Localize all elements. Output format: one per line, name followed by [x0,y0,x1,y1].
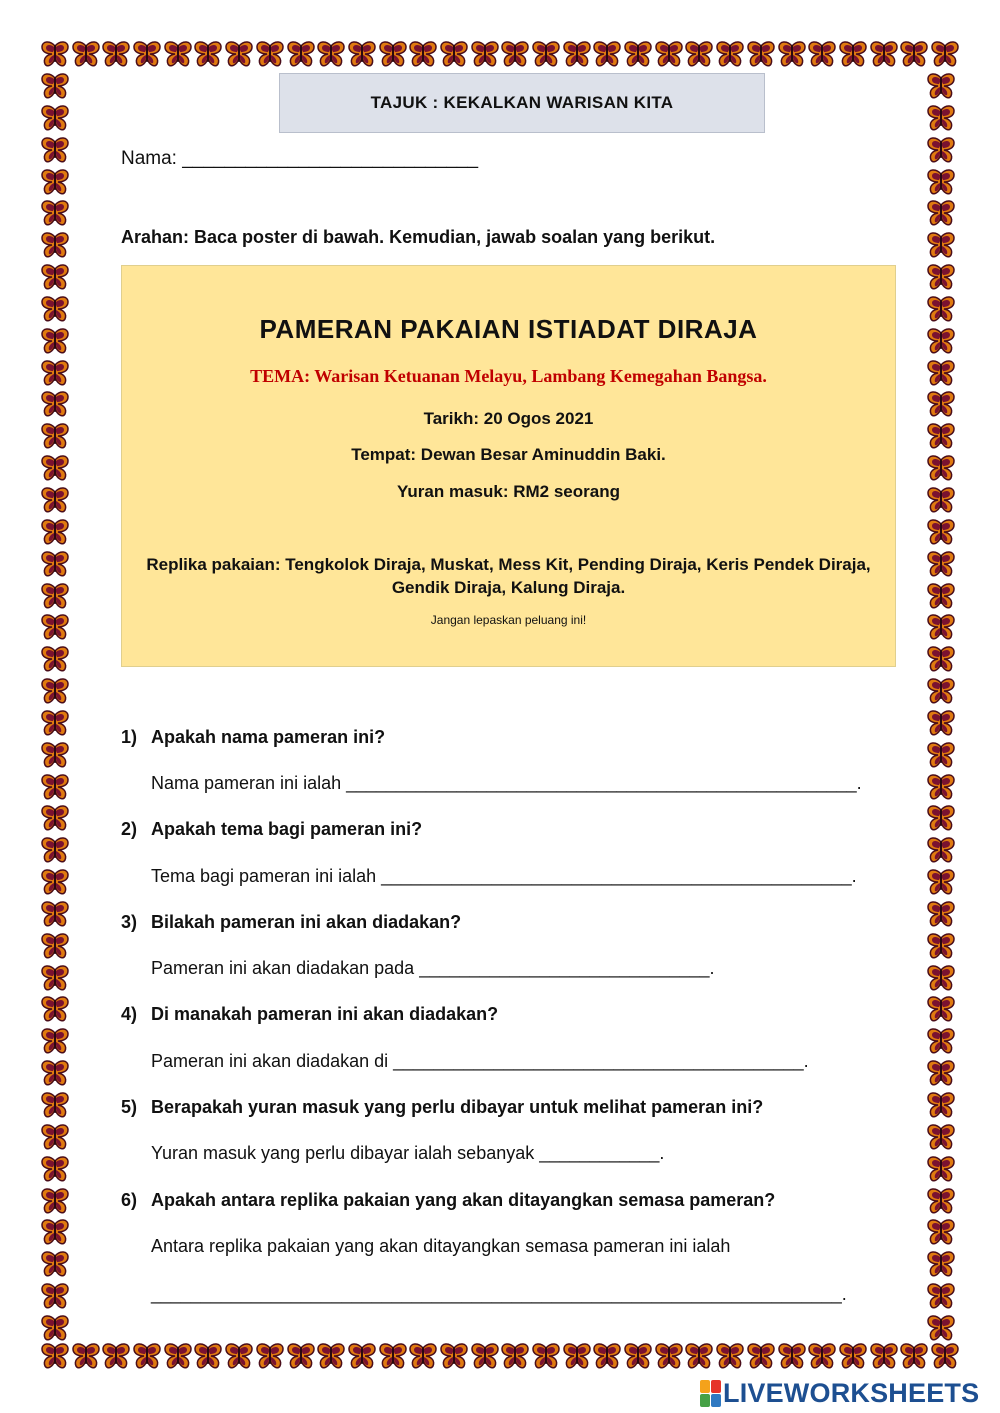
butterfly-icon [71,40,101,72]
butterfly-icon [255,40,285,72]
butterfly-icon [40,359,74,387]
butterfly-icon [715,1342,745,1374]
butterfly-icon [899,40,929,72]
butterfly-icon [926,645,960,673]
butterfly-icon [926,613,960,641]
answer-4[interactable]: Pameran ini akan diadakan di _________________________________________. [151,1051,809,1071]
butterfly-icon [869,1342,899,1374]
exhibition-poster [121,265,896,667]
butterfly-icon [926,550,960,578]
question-number: 6) [121,1190,138,1210]
butterfly-icon [40,1027,74,1055]
butterfly-icon [926,804,960,832]
butterfly-icon [926,1091,960,1119]
butterfly-icon [40,1218,74,1246]
worksheet-title-box [279,73,765,133]
logo-text: LIVEWORKSHEETS [723,1377,980,1408]
butterfly-icon [40,1155,74,1183]
butterfly-icon [926,454,960,482]
butterfly-icon [930,1342,960,1374]
butterfly-icon [40,168,74,196]
butterfly-icon [684,40,714,72]
butterfly-icon [470,1342,500,1374]
butterfly-icon [562,40,592,72]
butterfly-icon [132,1342,162,1374]
butterfly-icon [926,964,960,992]
butterfly-icon [926,422,960,450]
question-4 [121,1004,498,1025]
butterfly-icon [163,40,193,72]
butterfly-icon [40,741,74,769]
butterfly-icon [40,40,70,72]
answer-1[interactable]: Nama pameran ini ialah ___________________________________________________. [151,773,862,793]
butterfly-icon [684,1342,714,1374]
butterfly-icon [926,932,960,960]
butterfly-icon [40,1282,74,1310]
question-6 [121,1190,775,1211]
butterfly-icon [926,136,960,164]
butterfly-icon [40,868,74,896]
butterfly-icon [40,231,74,259]
poster-date: Tarikh: 20 Ogos 2021 [423,409,594,428]
butterfly-icon [40,1187,74,1215]
butterfly-icon [926,199,960,227]
butterfly-icon [316,40,346,72]
butterfly-icon [193,1342,223,1374]
butterfly-icon [40,773,74,801]
butterfly-icon [40,263,74,291]
butterfly-icon [40,327,74,355]
butterfly-icon [531,1342,561,1374]
butterfly-icon [926,327,960,355]
butterfly-icon [777,1342,807,1374]
butterfly-icon [40,900,74,928]
butterfly-icon [286,1342,316,1374]
butterfly-icon [316,1342,346,1374]
question-number: 4) [121,1004,138,1024]
question-number: 5) [121,1097,138,1117]
butterfly-icon [71,1342,101,1374]
butterfly-icon [347,1342,377,1374]
logo-mark-icon [700,1380,720,1406]
butterfly-icon [224,40,254,72]
butterfly-icon [439,1342,469,1374]
butterfly-icon [926,836,960,864]
butterfly-icon [378,40,408,72]
butterfly-icon [408,1342,438,1374]
butterfly-icon [592,1342,622,1374]
question-text: Apakah tema bagi pameran ini? [151,819,423,839]
question-1 [121,727,385,748]
butterfly-icon [40,72,74,100]
butterfly-icon [408,40,438,72]
butterfly-icon [926,677,960,705]
butterfly-icon [40,1250,74,1278]
butterfly-border-top [40,40,960,72]
butterfly-icon [40,645,74,673]
butterfly-icon [101,1342,131,1374]
question-text: Bilakah pameran ini akan diadakan? [151,912,462,932]
answer-5[interactable]: Yuran masuk yang perlu dibayar ialah sebanyak ____________. [151,1143,665,1163]
butterfly-icon [500,1342,530,1374]
answer-2[interactable]: Tema bagi pameran ini ialah _______________________________________________. [151,866,857,886]
butterfly-icon [40,995,74,1023]
butterfly-icon [40,199,74,227]
butterfly-icon [926,900,960,928]
question-text: Berapakah yuran masuk yang perlu dibayar untuk melihat pameran ini? [151,1097,764,1117]
butterfly-icon [224,1342,254,1374]
butterfly-icon [40,709,74,737]
butterfly-icon [899,1342,929,1374]
question-2 [121,819,422,840]
butterfly-icon [562,1342,592,1374]
butterfly-icon [40,677,74,705]
butterfly-icon [926,72,960,100]
butterfly-border-right [926,72,960,1342]
butterfly-icon [926,1282,960,1310]
butterfly-icon [531,40,561,72]
butterfly-icon [838,40,868,72]
butterfly-icon [40,295,74,323]
butterfly-border-left [40,72,74,1342]
question-3 [121,912,461,933]
butterfly-icon [500,40,530,72]
butterfly-icon [926,1314,960,1342]
butterfly-icon [193,40,223,72]
butterfly-border-bottom [40,1342,960,1374]
poster-tagline: Jangan lepaskan peluang ini! [430,613,587,627]
butterfly-icon [869,40,899,72]
butterfly-icon [926,231,960,259]
butterfly-icon [654,1342,684,1374]
butterfly-icon [101,40,131,72]
butterfly-icon [40,1342,70,1374]
butterfly-icon [926,518,960,546]
butterfly-icon [926,773,960,801]
butterfly-icon [746,1342,776,1374]
butterfly-icon [255,1342,285,1374]
butterfly-icon [926,1123,960,1151]
butterfly-icon [286,40,316,72]
butterfly-icon [40,390,74,418]
butterfly-icon [926,1059,960,1087]
butterfly-icon [926,1250,960,1278]
poster-title: PAMERAN PAKAIAN ISTIADAT DIRAJA [259,314,758,344]
butterfly-icon [926,1187,960,1215]
poster-theme: TEMA: Warisan Ketuanan Melayu, Lambang Kemegahan Bangsa. [250,366,767,386]
poster-fee: Yuran masuk: RM2 seorang [397,482,620,501]
butterfly-icon [132,40,162,72]
butterfly-icon [40,550,74,578]
butterfly-icon [926,486,960,514]
butterfly-icon [470,40,500,72]
butterfly-icon [40,454,74,482]
butterfly-icon [654,40,684,72]
butterfly-icon [378,1342,408,1374]
answer-3[interactable]: Pameran ini akan diadakan pada _____________________________. [151,958,715,978]
butterfly-icon [40,582,74,610]
butterfly-icon [838,1342,868,1374]
instructions: Arahan: Baca poster di bawah. Kemudian, jawab soalan yang berikut. [121,227,716,247]
butterfly-icon [926,104,960,132]
poster-venue: Tempat: Dewan Besar Aminuddin Baki. [351,445,666,464]
butterfly-icon [439,40,469,72]
butterfly-icon [777,40,807,72]
butterfly-icon [926,1218,960,1246]
butterfly-icon [926,263,960,291]
butterfly-icon [40,1123,74,1151]
butterfly-icon [623,1342,653,1374]
butterfly-icon [40,518,74,546]
butterfly-icon [926,1027,960,1055]
butterfly-icon [926,1155,960,1183]
name-field-line[interactable]: Nama: ____________________________ [121,148,479,169]
butterfly-icon [926,741,960,769]
butterfly-icon [40,964,74,992]
butterfly-icon [40,932,74,960]
butterfly-icon [746,40,776,72]
butterfly-icon [926,995,960,1023]
butterfly-icon [592,40,622,72]
question-5 [121,1097,763,1118]
question-text: Apakah antara replika pakaian yang akan ditayangkan semasa pameran? [151,1190,776,1210]
butterfly-icon [40,804,74,832]
butterfly-icon [926,359,960,387]
butterfly-icon [715,40,745,72]
poster-replicas: Replika pakaian: Tengkolok Diraja, Muskat, Mess Kit, Pending Diraja, Keris Pendek Diraja, Gendik Diraja, Kalung Diraja. [146,555,871,597]
butterfly-icon [926,168,960,196]
butterfly-icon [40,1091,74,1119]
butterfly-icon [807,40,837,72]
question-text: Apakah nama pameran ini? [151,727,386,747]
butterfly-icon [40,1059,74,1087]
butterfly-icon [40,836,74,864]
butterfly-icon [40,486,74,514]
worksheet-title: TAJUK : KEKALKAN WARISAN KITA [370,93,674,112]
butterfly-icon [926,868,960,896]
butterfly-icon [40,104,74,132]
butterfly-icon [163,1342,193,1374]
butterfly-icon [926,709,960,737]
butterfly-icon [930,40,960,72]
butterfly-icon [40,136,74,164]
question-number: 2) [121,819,138,839]
butterfly-icon [807,1342,837,1374]
question-number: 1) [121,727,138,747]
butterfly-icon [926,390,960,418]
butterfly-icon [40,613,74,641]
liveworksheets-logo[interactable] [700,1378,979,1408]
answer-6-prompt: Antara replika pakaian yang akan ditayangkan semasa pameran ini ialah [151,1236,731,1256]
butterfly-icon [926,295,960,323]
butterfly-icon [347,40,377,72]
butterfly-icon [40,422,74,450]
butterfly-icon [926,582,960,610]
question-number: 3) [121,912,138,932]
butterfly-icon [623,40,653,72]
question-text: Di manakah pameran ini akan diadakan? [151,1004,499,1024]
butterfly-icon [40,1314,74,1342]
answer-6-line[interactable]: _____________________________________________________________________. [151,1284,847,1304]
